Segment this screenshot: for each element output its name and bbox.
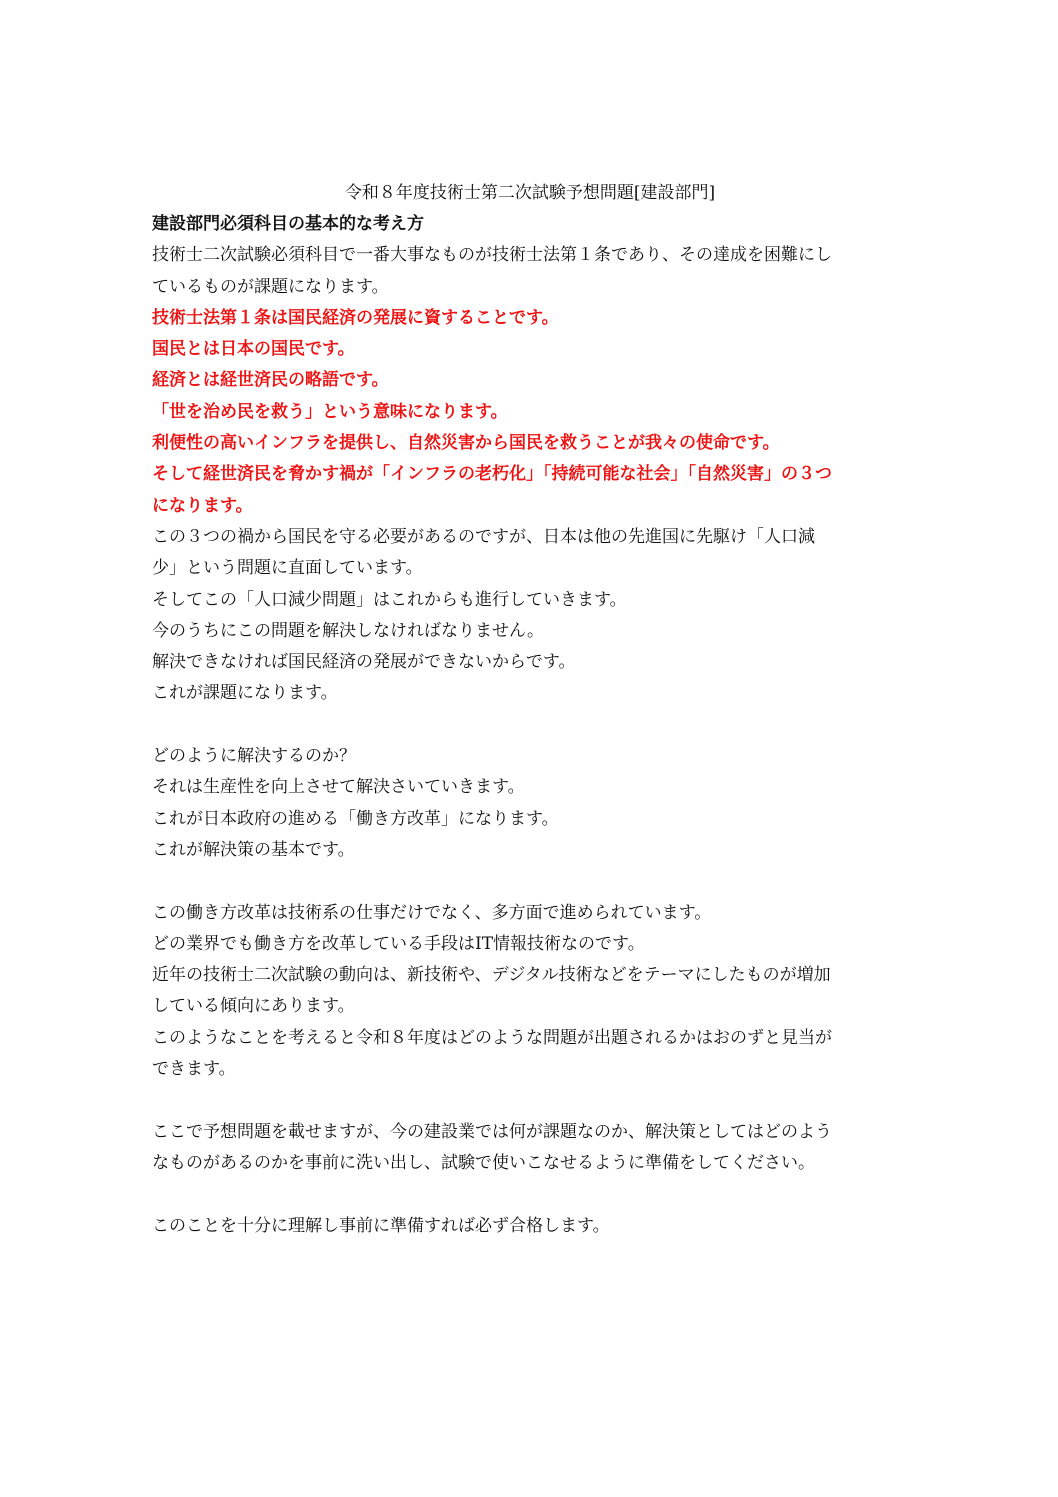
document-title: 令和８年度技術士第二次試験予想問題[建設部門] — [344, 183, 716, 203]
conclusion-line: このことを十分に理解し事前に準備すれば必ず合格します。 — [152, 1215, 610, 1236]
body-line: どのように解決するのか？ — [152, 746, 356, 767]
body-line: 少」という問題に直面しています。 — [152, 558, 423, 579]
intro-paragraph — [152, 240, 908, 303]
highlight-line: 利便性の高いインフラを提供し、自然災害から国民を救うことが我々の使命です。 — [152, 433, 780, 454]
body-line: それは生産性を向上させて解決さいていきます。 — [152, 777, 525, 798]
body-line: 近年の技術士二次試験の動向は、新技術や、デジタル技術などをテーマにしたものが増加 — [152, 965, 831, 986]
body-line: できます。 — [152, 1059, 236, 1080]
body-line: これが解決策の基本です。 — [152, 839, 355, 860]
body-line: 解決できなければ国民経済の発展ができないからです。 — [152, 652, 576, 673]
document-page — [152, 178, 908, 1242]
body-line: どの業界でも働き方を改革している手段はIT情報技術なのです。 — [152, 933, 645, 954]
body-line: ここで予想問題を載せますが、今の建設業では何が課題なのか、解決策としてはどのよう — [152, 1121, 832, 1142]
blank-line — [152, 710, 908, 741]
body-line: 今のうちにこの問題を解決しなければなりません。 — [152, 620, 545, 641]
solution-paragraph — [152, 741, 908, 866]
problem-paragraph — [152, 522, 908, 710]
highlight-line: になります。 — [152, 495, 253, 516]
highlight-line: 技術士法第１条は国民経済の発展に資することです。 — [152, 307, 559, 328]
blank-line — [152, 866, 908, 897]
highlight-block — [152, 303, 908, 522]
body-line: これが日本政府の進める「働き方改革」になります。 — [152, 808, 559, 829]
body-line: これが課題になります。 — [152, 683, 338, 704]
body-line: している傾向にあります。 — [152, 996, 355, 1017]
preparation-paragraph — [152, 1117, 908, 1180]
body-line: この３つの禍から国民を守る必要があるのですが、日本は他の先進国に先駆け「人口減 — [152, 526, 815, 547]
highlight-line: 国民とは日本の国民です。 — [152, 339, 355, 360]
intro-line: 技術士二次試験必須科目で一番大事なものが技術士法第１条であり、その達成を困難にし — [152, 245, 832, 266]
body-line: そしてこの「人口減少問題」はこれからも進行していきます。 — [152, 589, 627, 610]
body-line: なものがあるのかを事前に洗い出し、試験で使いこなせるように準備をしてください。 — [152, 1152, 815, 1173]
highlight-line: そして経世済民を脅かす禍が「インフラの老朽化」「持続可能な社会」「自然災害」の３つ — [152, 464, 832, 485]
highlight-line: 経済とは経世済民の略語です。 — [152, 370, 389, 391]
blank-line — [152, 1085, 908, 1116]
highlight-line: 「世を治め民を救う」という意味になります。 — [152, 401, 508, 422]
trend-paragraph — [152, 898, 908, 1086]
body-line: このようなことを考えると令和８年度はどのような問題が出題されるかはおのずと見当が — [152, 1027, 832, 1048]
intro-line: ているものが課題になります。 — [152, 276, 389, 297]
section-heading: 建設部門必須科目の基本的な考え方 — [152, 214, 424, 234]
body-line: この働き方改革は技術系の仕事だけでなく、多方面で進められています。 — [152, 902, 712, 923]
blank-line — [152, 1179, 908, 1210]
